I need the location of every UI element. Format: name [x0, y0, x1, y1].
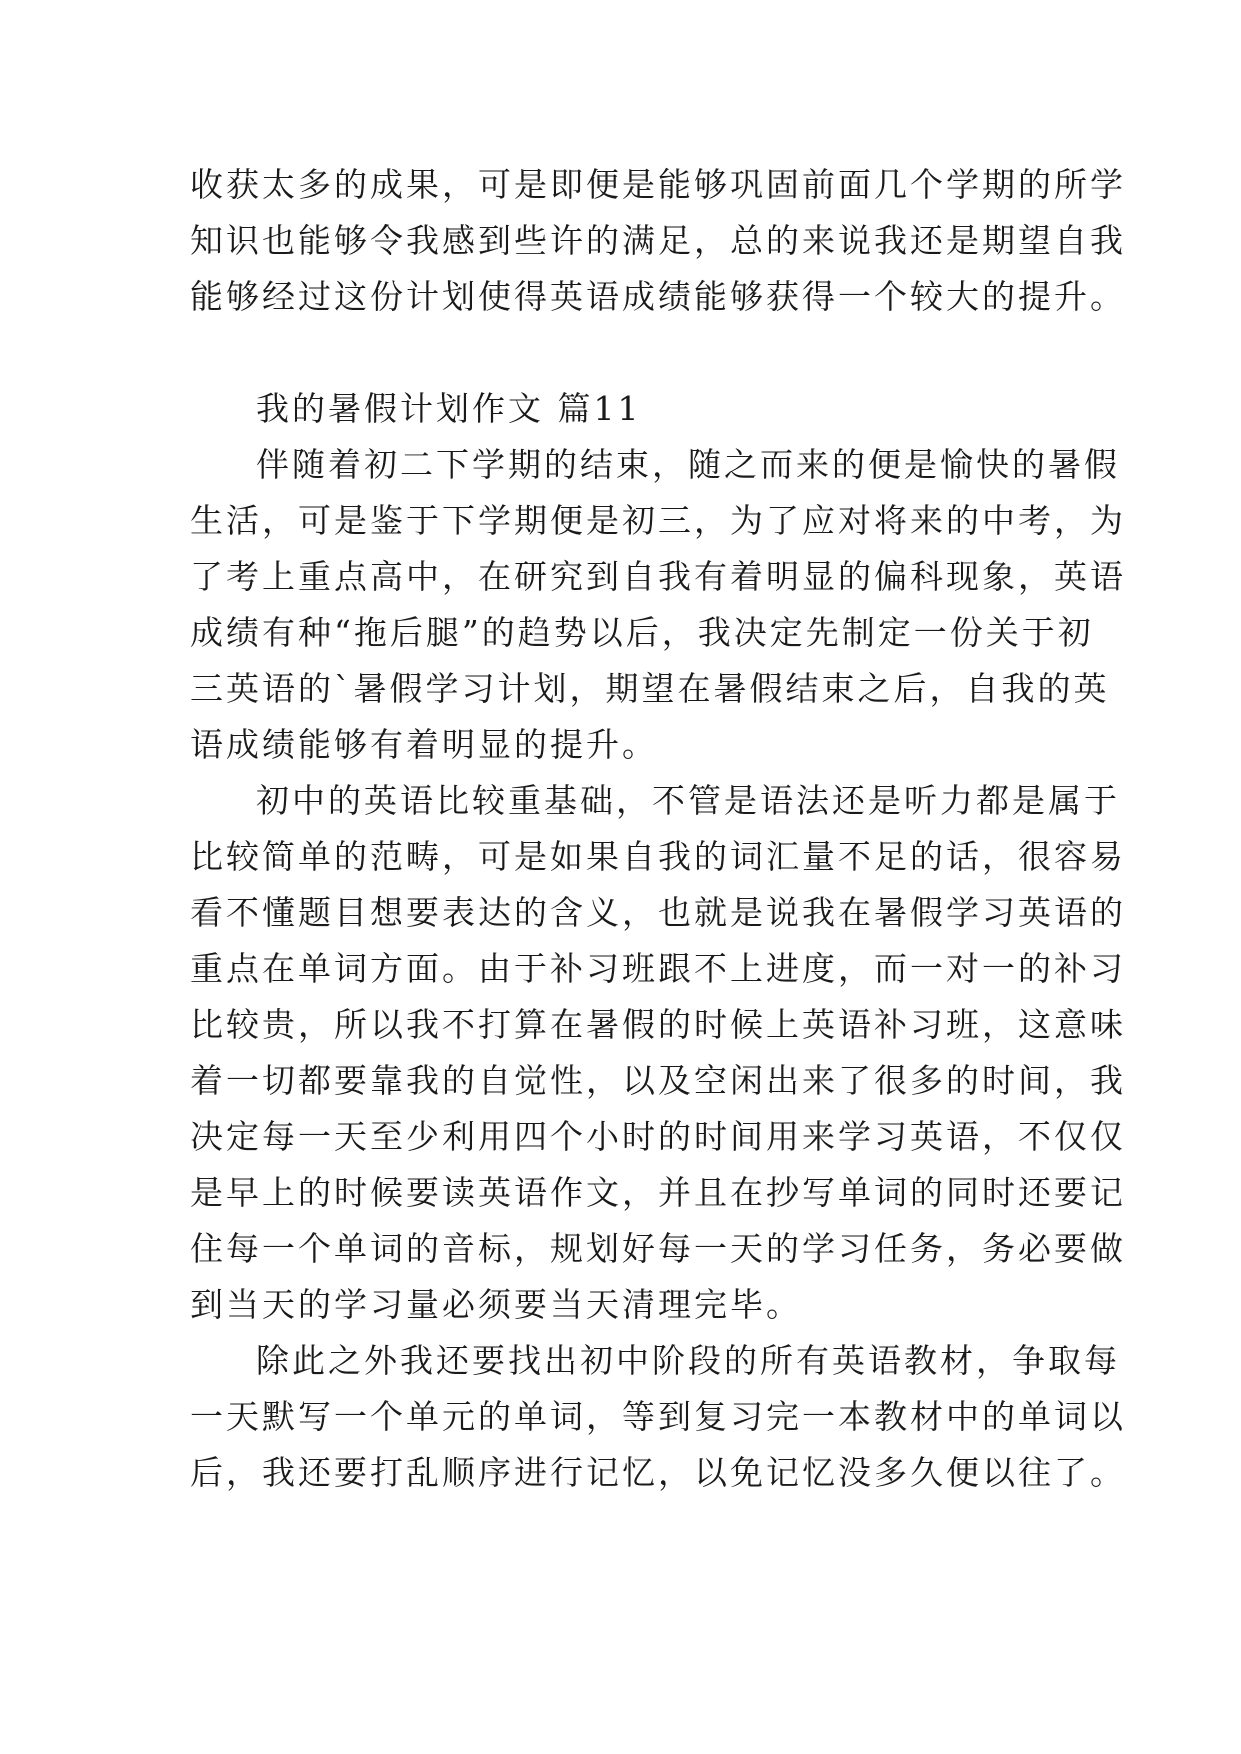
text-line: 重点在单词方面。由于补习班跟不上进度，而一对一的补习 — [190, 949, 1126, 988]
section-heading: 我的暑假计划作文 篇11 — [256, 389, 642, 428]
text-line: 看不懂题目想要表达的含义，也就是说我在暑假学习英语的 — [190, 893, 1126, 932]
text-line: 成绩有种“拖后腿”的趋势以后，我决定先制定一份关于初 — [190, 613, 1094, 652]
document-page — [190, 157, 1126, 1501]
text-line: 着一切都要靠我的自觉性，以及空闲出来了很多的时间，我 — [190, 1061, 1126, 1100]
blank-line — [190, 325, 1070, 381]
text-line: 除此之外我还要找出初中阶段的所有英语教材，争取每 — [256, 1341, 1120, 1380]
text-line: 了考上重点高中，在研究到自我有着明显的偏科现象，英语 — [190, 557, 1126, 596]
text-line: 初中的英语比较重基础，不管是语法还是听力都是属于 — [256, 781, 1120, 820]
text-line: 到当天的学习量必须要当天清理完毕。 — [190, 1285, 802, 1324]
text-line: 伴随着初二下学期的结束，随之而来的便是愉快的暑假 — [256, 445, 1120, 484]
text-line: 能够经过这份计划使得英语成绩能够获得一个较大的提升。 — [190, 277, 1126, 316]
text-line: 一天默写一个单元的单词，等到复习完一本教材中的单词以 — [190, 1397, 1126, 1436]
text-line: 生活，可是鉴于下学期便是初三，为了应对将来的中考，为 — [190, 501, 1126, 540]
text-line: 决定每一天至少利用四个小时的时间用来学习英语，不仅仅 — [190, 1117, 1126, 1156]
text-line: 知识也能够令我感到些许的满足，总的来说我还是期望自我 — [190, 221, 1126, 260]
text-line: 比较简单的范畴，可是如果自我的词汇量不足的话，很容易 — [190, 837, 1126, 876]
text-line: 比较贵，所以我不打算在暑假的时候上英语补习班，这意味 — [190, 1005, 1126, 1044]
text-line: 语成绩能够有着明显的提升。 — [190, 725, 658, 764]
text-line: 后，我还要打乱顺序进行记忆，以免记忆没多久便以往了。 — [190, 1453, 1126, 1492]
text-line: 三英语的`暑假学习计划，期望在暑假结束之后，自我的英 — [190, 669, 1110, 708]
text-line: 是早上的时候要读英语作文，并且在抄写单词的同时还要记 — [190, 1173, 1126, 1212]
text-line: 收获太多的成果，可是即便是能够巩固前面几个学期的所学 — [190, 165, 1126, 204]
text-line: 住每一个单词的音标，规划好每一天的学习任务，务必要做 — [190, 1229, 1126, 1268]
